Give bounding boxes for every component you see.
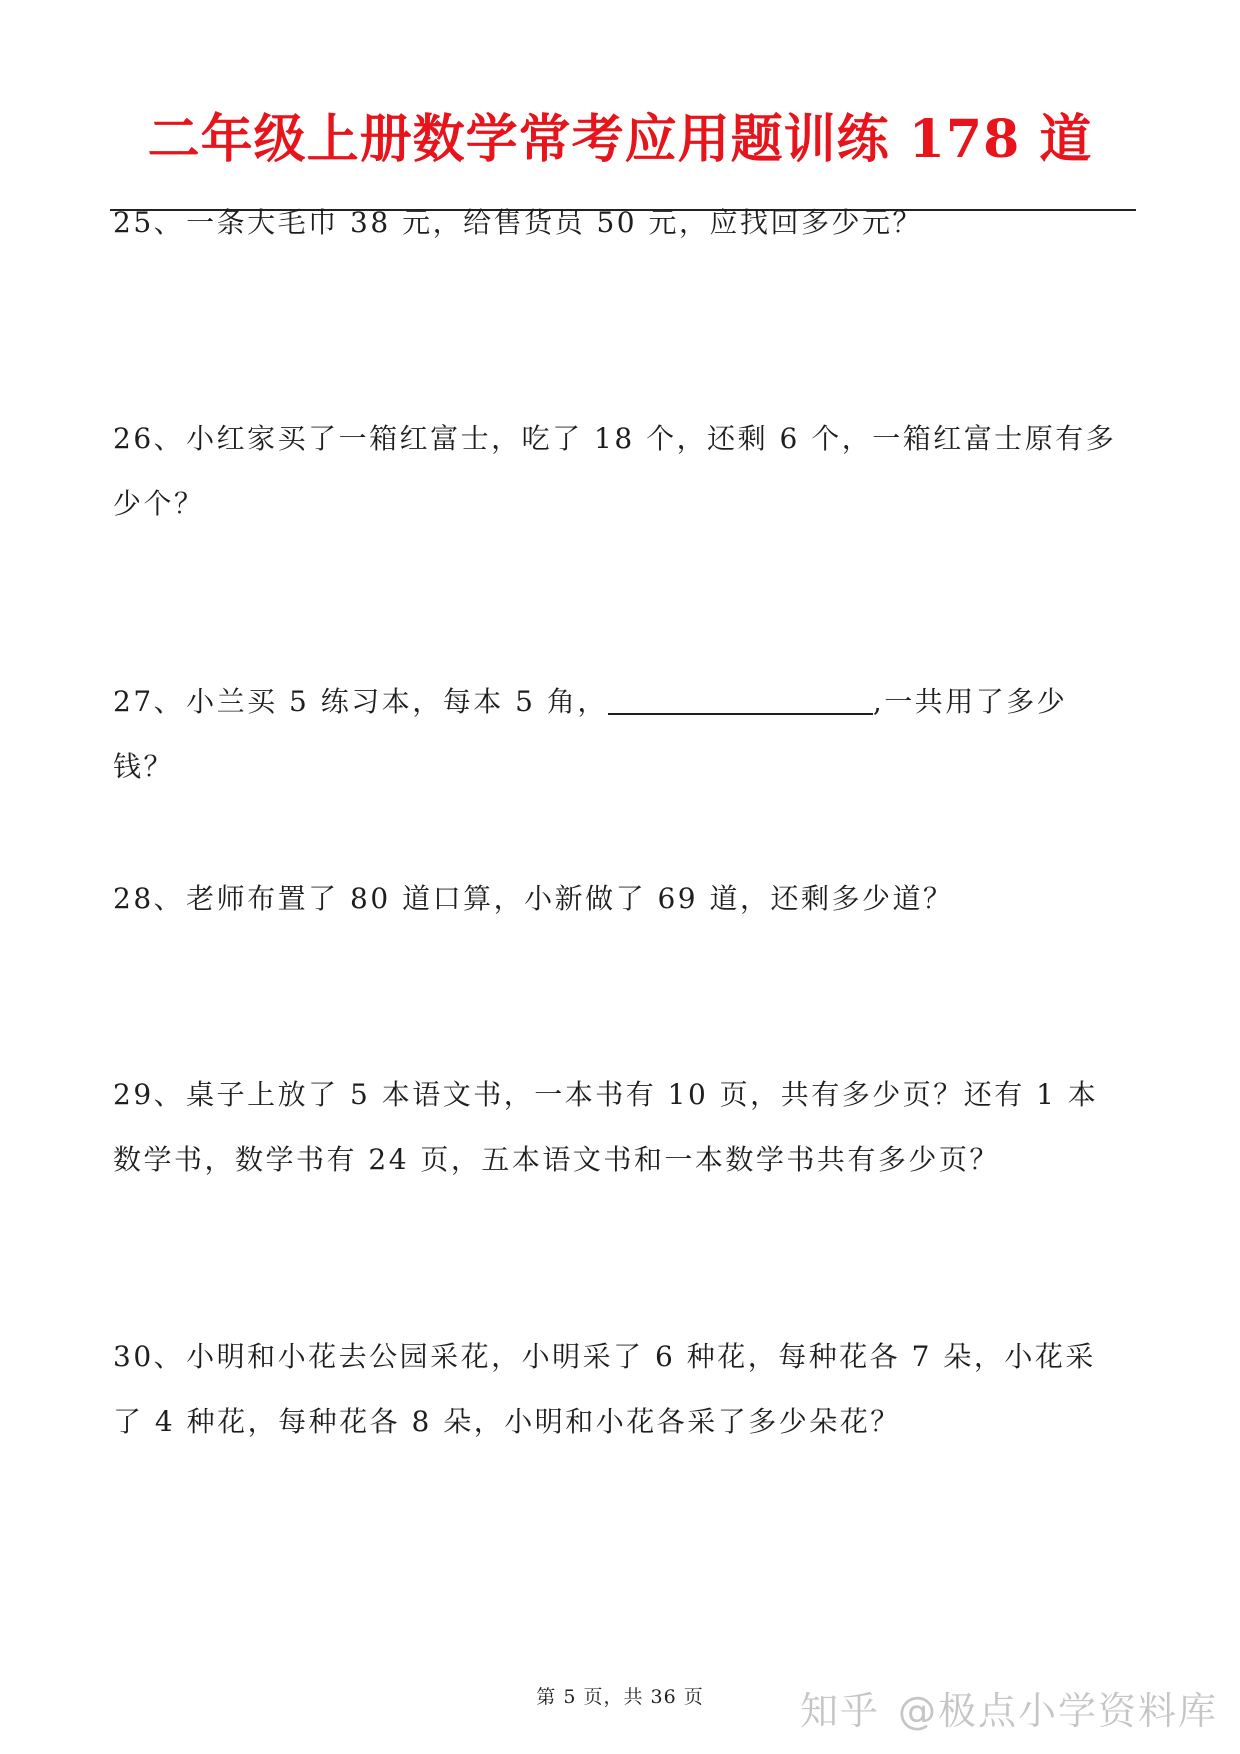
- page-title: 二年级上册数学常考应用题训练 178 道: [147, 109, 1093, 170]
- question-text: 小红家买了一箱红富士，吃了 18 个，还剩 6 个，一箱红富士原有多少个？: [113, 422, 1117, 520]
- question-text: 小明和小花去公园采花，小明采了 6 种花，每种花各 7 朵，小花采了 4 种花，每种花各 8 朵，小明和小花各采了多少朵花？: [113, 1340, 1096, 1438]
- question-text: 一条大毛巾 38 元，给售货员 50 元，应找回多少元？: [186, 206, 924, 239]
- question-number: 25、: [113, 206, 185, 239]
- question-25: [113, 190, 1123, 255]
- page-footer: 第 5 页，共 36 页: [536, 1686, 704, 1708]
- question-text: 桌子上放了 5 本语文书，一本书有 10 页，共有多少页？还有 1 本数学书，数学书有 24 页，五本语文书和一本数学书共有多少页？: [113, 1078, 1099, 1176]
- answer-blank[interactable]: [608, 683, 873, 715]
- question-number: 29、: [113, 1078, 185, 1111]
- question-number: 28、: [113, 882, 185, 915]
- question-text: 小兰买 5 练习本，每本 5 角，: [186, 685, 608, 718]
- watermark-brand: 知乎: [799, 1689, 880, 1733]
- question-text-continued: ,一共用了多少钱？: [113, 685, 1068, 783]
- question-number: 27、: [113, 685, 185, 718]
- watermark-handle: @极点小学资料库: [897, 1689, 1218, 1733]
- question-number: 30、: [113, 1340, 185, 1373]
- question-number: 26、: [113, 422, 185, 455]
- question-27: [113, 669, 1123, 799]
- question-30: [113, 1324, 1123, 1454]
- question-text: 老师布置了 80 道口算，小新做了 69 道，还剩多少道？: [186, 882, 954, 915]
- question-26: [113, 406, 1123, 536]
- watermark: [800, 1680, 1218, 1735]
- question-28: [113, 866, 1123, 931]
- question-29: [113, 1062, 1123, 1192]
